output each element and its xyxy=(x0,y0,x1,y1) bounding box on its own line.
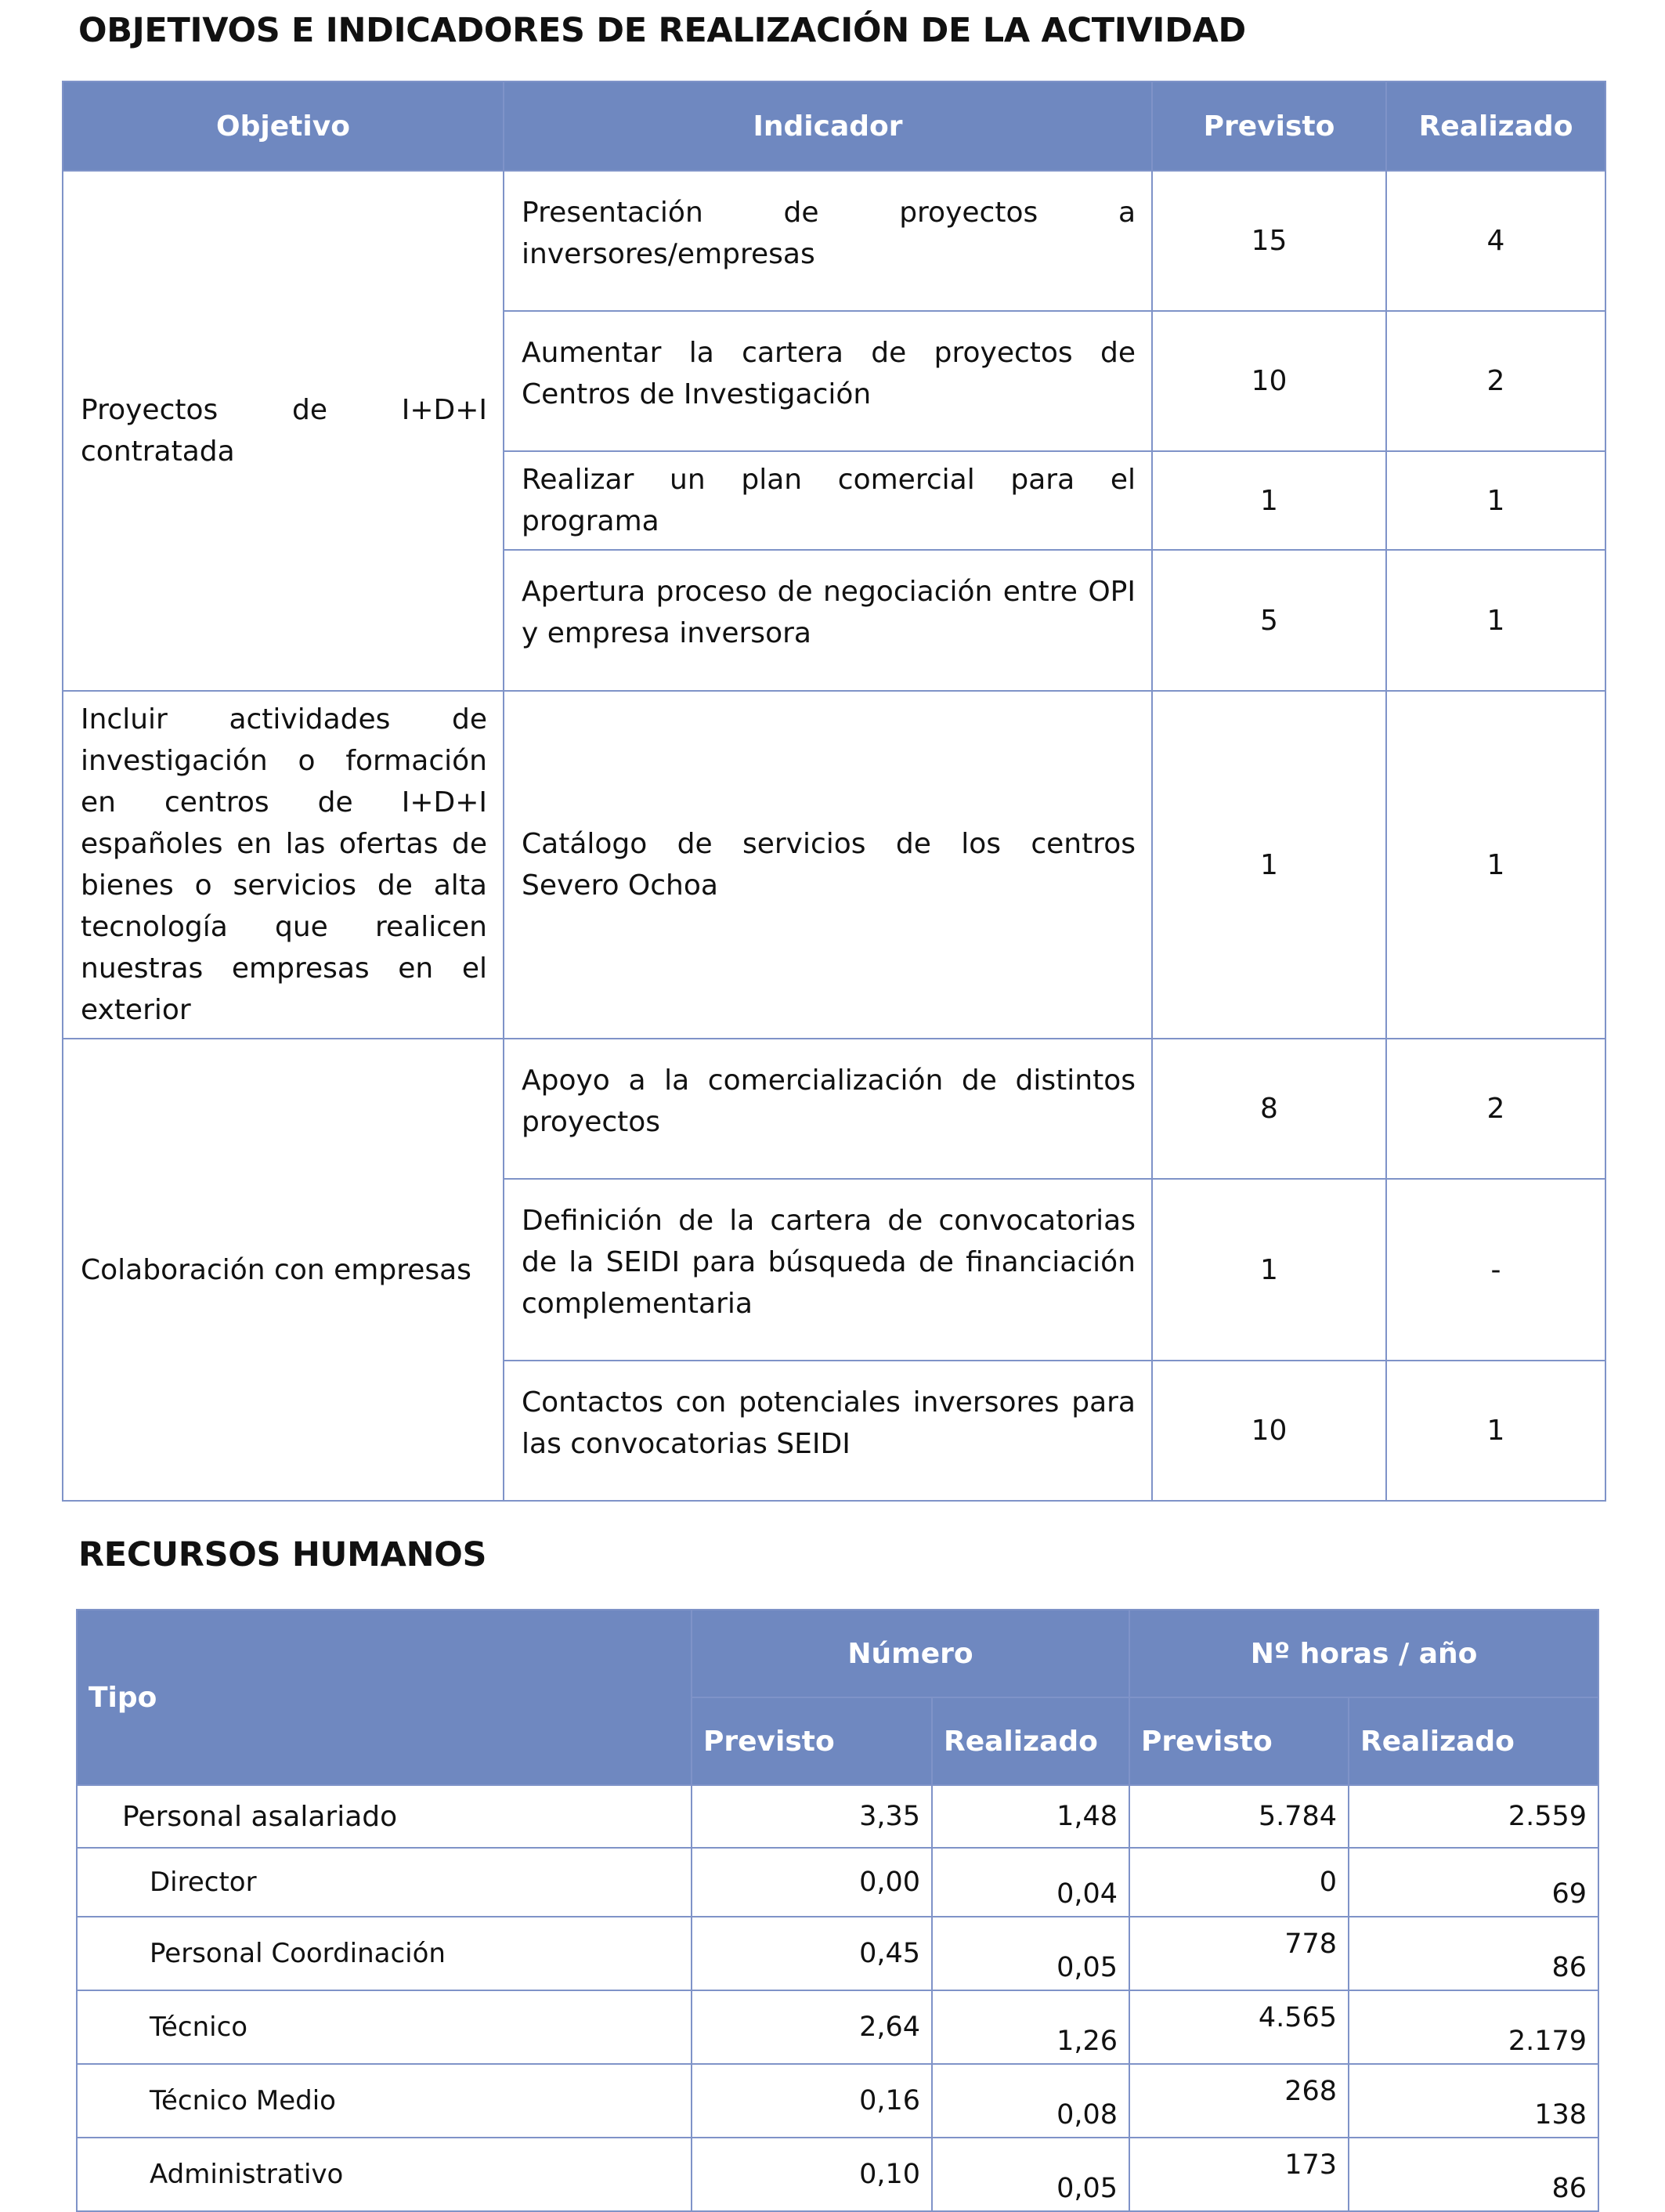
horas-previsto-cell: 173 xyxy=(1129,2138,1349,2211)
header-previsto: Previsto xyxy=(1152,81,1386,171)
objetivo-cell: Incluir actividades de investigación o formación en centros de I+D+I españoles en las ofertas de bienes o servicios de alta tecnología que realicen nuestras empresas en el exterior xyxy=(63,691,504,1039)
indicador-cell: Apertura proceso de negociación entre OPI y empresa inversora xyxy=(504,550,1152,691)
table-row xyxy=(77,1990,1598,2064)
horas-previsto-cell: 4.565 xyxy=(1129,1990,1349,2064)
header-numero-previsto: Previsto xyxy=(692,1697,932,1785)
horas-realizado-cell: 138 xyxy=(1349,2064,1598,2138)
numero-realizado-cell: 1,48 xyxy=(932,1785,1129,1848)
realizado-cell: 4 xyxy=(1386,171,1605,311)
tipo-cell: Personal asalariado xyxy=(77,1785,692,1848)
table-header-row xyxy=(77,1610,1598,1697)
realizado-cell: 2 xyxy=(1386,311,1605,451)
tipo-cell: Técnico Medio xyxy=(77,2064,692,2138)
numero-previsto-cell: 0,00 xyxy=(692,1848,932,1917)
indicador-cell: Catálogo de servicios de los centros Severo Ochoa xyxy=(504,691,1152,1039)
header-horas-previsto: Previsto xyxy=(1129,1697,1349,1785)
header-realizado: Realizado xyxy=(1386,81,1605,171)
horas-realizado-cell: 2.559 xyxy=(1349,1785,1598,1848)
horas-previsto-cell: 0 xyxy=(1129,1848,1349,1917)
tipo-cell: Administrativo xyxy=(77,2138,692,2211)
previsto-cell: 15 xyxy=(1152,171,1386,311)
horas-realizado-cell: 86 xyxy=(1349,2138,1598,2211)
header-horas-realizado: Realizado xyxy=(1349,1697,1598,1785)
table-row xyxy=(63,1039,1605,1179)
objectives-table xyxy=(62,81,1606,1502)
table-header-row xyxy=(63,81,1605,171)
header-objetivo: Objetivo xyxy=(63,81,504,171)
realizado-cell: 1 xyxy=(1386,451,1605,550)
horas-previsto-cell: 5.784 xyxy=(1129,1785,1349,1848)
indicador-cell: Aumentar la cartera de proyectos de Centros de Investigación xyxy=(504,311,1152,451)
realizado-cell: 1 xyxy=(1386,691,1605,1039)
tipo-cell: Personal Coordinación xyxy=(77,1917,692,1990)
previsto-cell: 1 xyxy=(1152,691,1386,1039)
tipo-cell: Técnico xyxy=(77,1990,692,2064)
indicador-cell: Definición de la cartera de convocatorias de la SEIDI para búsqueda de financiación complementaria xyxy=(504,1179,1152,1361)
table-row xyxy=(77,2064,1598,2138)
indicador-cell: Presentación de proyectos a inversores/empresas xyxy=(504,171,1152,311)
horas-previsto-cell: 778 xyxy=(1129,1917,1349,1990)
numero-previsto-cell: 0,16 xyxy=(692,2064,932,2138)
header-indicador: Indicador xyxy=(504,81,1152,171)
header-horas: Nº horas / año xyxy=(1129,1610,1598,1697)
table-row xyxy=(77,2138,1598,2211)
table-row xyxy=(63,171,1605,311)
header-numero-realizado: Realizado xyxy=(932,1697,1129,1785)
previsto-cell: 1 xyxy=(1152,451,1386,550)
objetivo-cell: Proyectos de I+D+I contratada xyxy=(63,171,504,691)
realizado-cell: 1 xyxy=(1386,1361,1605,1501)
realizado-cell: - xyxy=(1386,1179,1605,1361)
numero-previsto-cell: 2,64 xyxy=(692,1990,932,2064)
previsto-cell: 10 xyxy=(1152,311,1386,451)
horas-realizado-cell: 69 xyxy=(1349,1848,1598,1917)
header-numero: Número xyxy=(692,1610,1129,1697)
numero-previsto-cell: 0,45 xyxy=(692,1917,932,1990)
horas-realizado-cell: 86 xyxy=(1349,1917,1598,1990)
human-resources-table xyxy=(76,1609,1599,2212)
indicador-cell: Contactos con potenciales inversores para las convocatorias SEIDI xyxy=(504,1361,1152,1501)
numero-realizado-cell: 1,26 xyxy=(932,1990,1129,2064)
horas-realizado-cell: 2.179 xyxy=(1349,1990,1598,2064)
table-row xyxy=(77,1917,1598,1990)
header-tipo: Tipo xyxy=(77,1610,692,1785)
section-title-recursos-humanos: RECURSOS HUMANOS xyxy=(78,1535,487,1574)
tipo-cell: Director xyxy=(77,1848,692,1917)
table-row xyxy=(77,1785,1598,1848)
indicador-cell: Apoyo a la comercialización de distintos proyectos xyxy=(504,1039,1152,1179)
table-row xyxy=(63,691,1605,1039)
section-title-objetivos: OBJETIVOS E INDICADORES DE REALIZACIÓN DE LA ACTIVIDAD xyxy=(78,11,1246,50)
numero-realizado-cell: 0,04 xyxy=(932,1848,1129,1917)
numero-realizado-cell: 0,05 xyxy=(932,1917,1129,1990)
realizado-cell: 1 xyxy=(1386,550,1605,691)
objetivo-cell: Colaboración con empresas xyxy=(63,1039,504,1501)
indicador-cell: Realizar un plan comercial para el programa xyxy=(504,451,1152,550)
previsto-cell: 1 xyxy=(1152,1179,1386,1361)
table-row xyxy=(77,1848,1598,1917)
numero-previsto-cell: 3,35 xyxy=(692,1785,932,1848)
horas-previsto-cell: 268 xyxy=(1129,2064,1349,2138)
numero-realizado-cell: 0,05 xyxy=(932,2138,1129,2211)
previsto-cell: 8 xyxy=(1152,1039,1386,1179)
previsto-cell: 5 xyxy=(1152,550,1386,691)
numero-realizado-cell: 0,08 xyxy=(932,2064,1129,2138)
numero-previsto-cell: 0,10 xyxy=(692,2138,932,2211)
previsto-cell: 10 xyxy=(1152,1361,1386,1501)
realizado-cell: 2 xyxy=(1386,1039,1605,1179)
